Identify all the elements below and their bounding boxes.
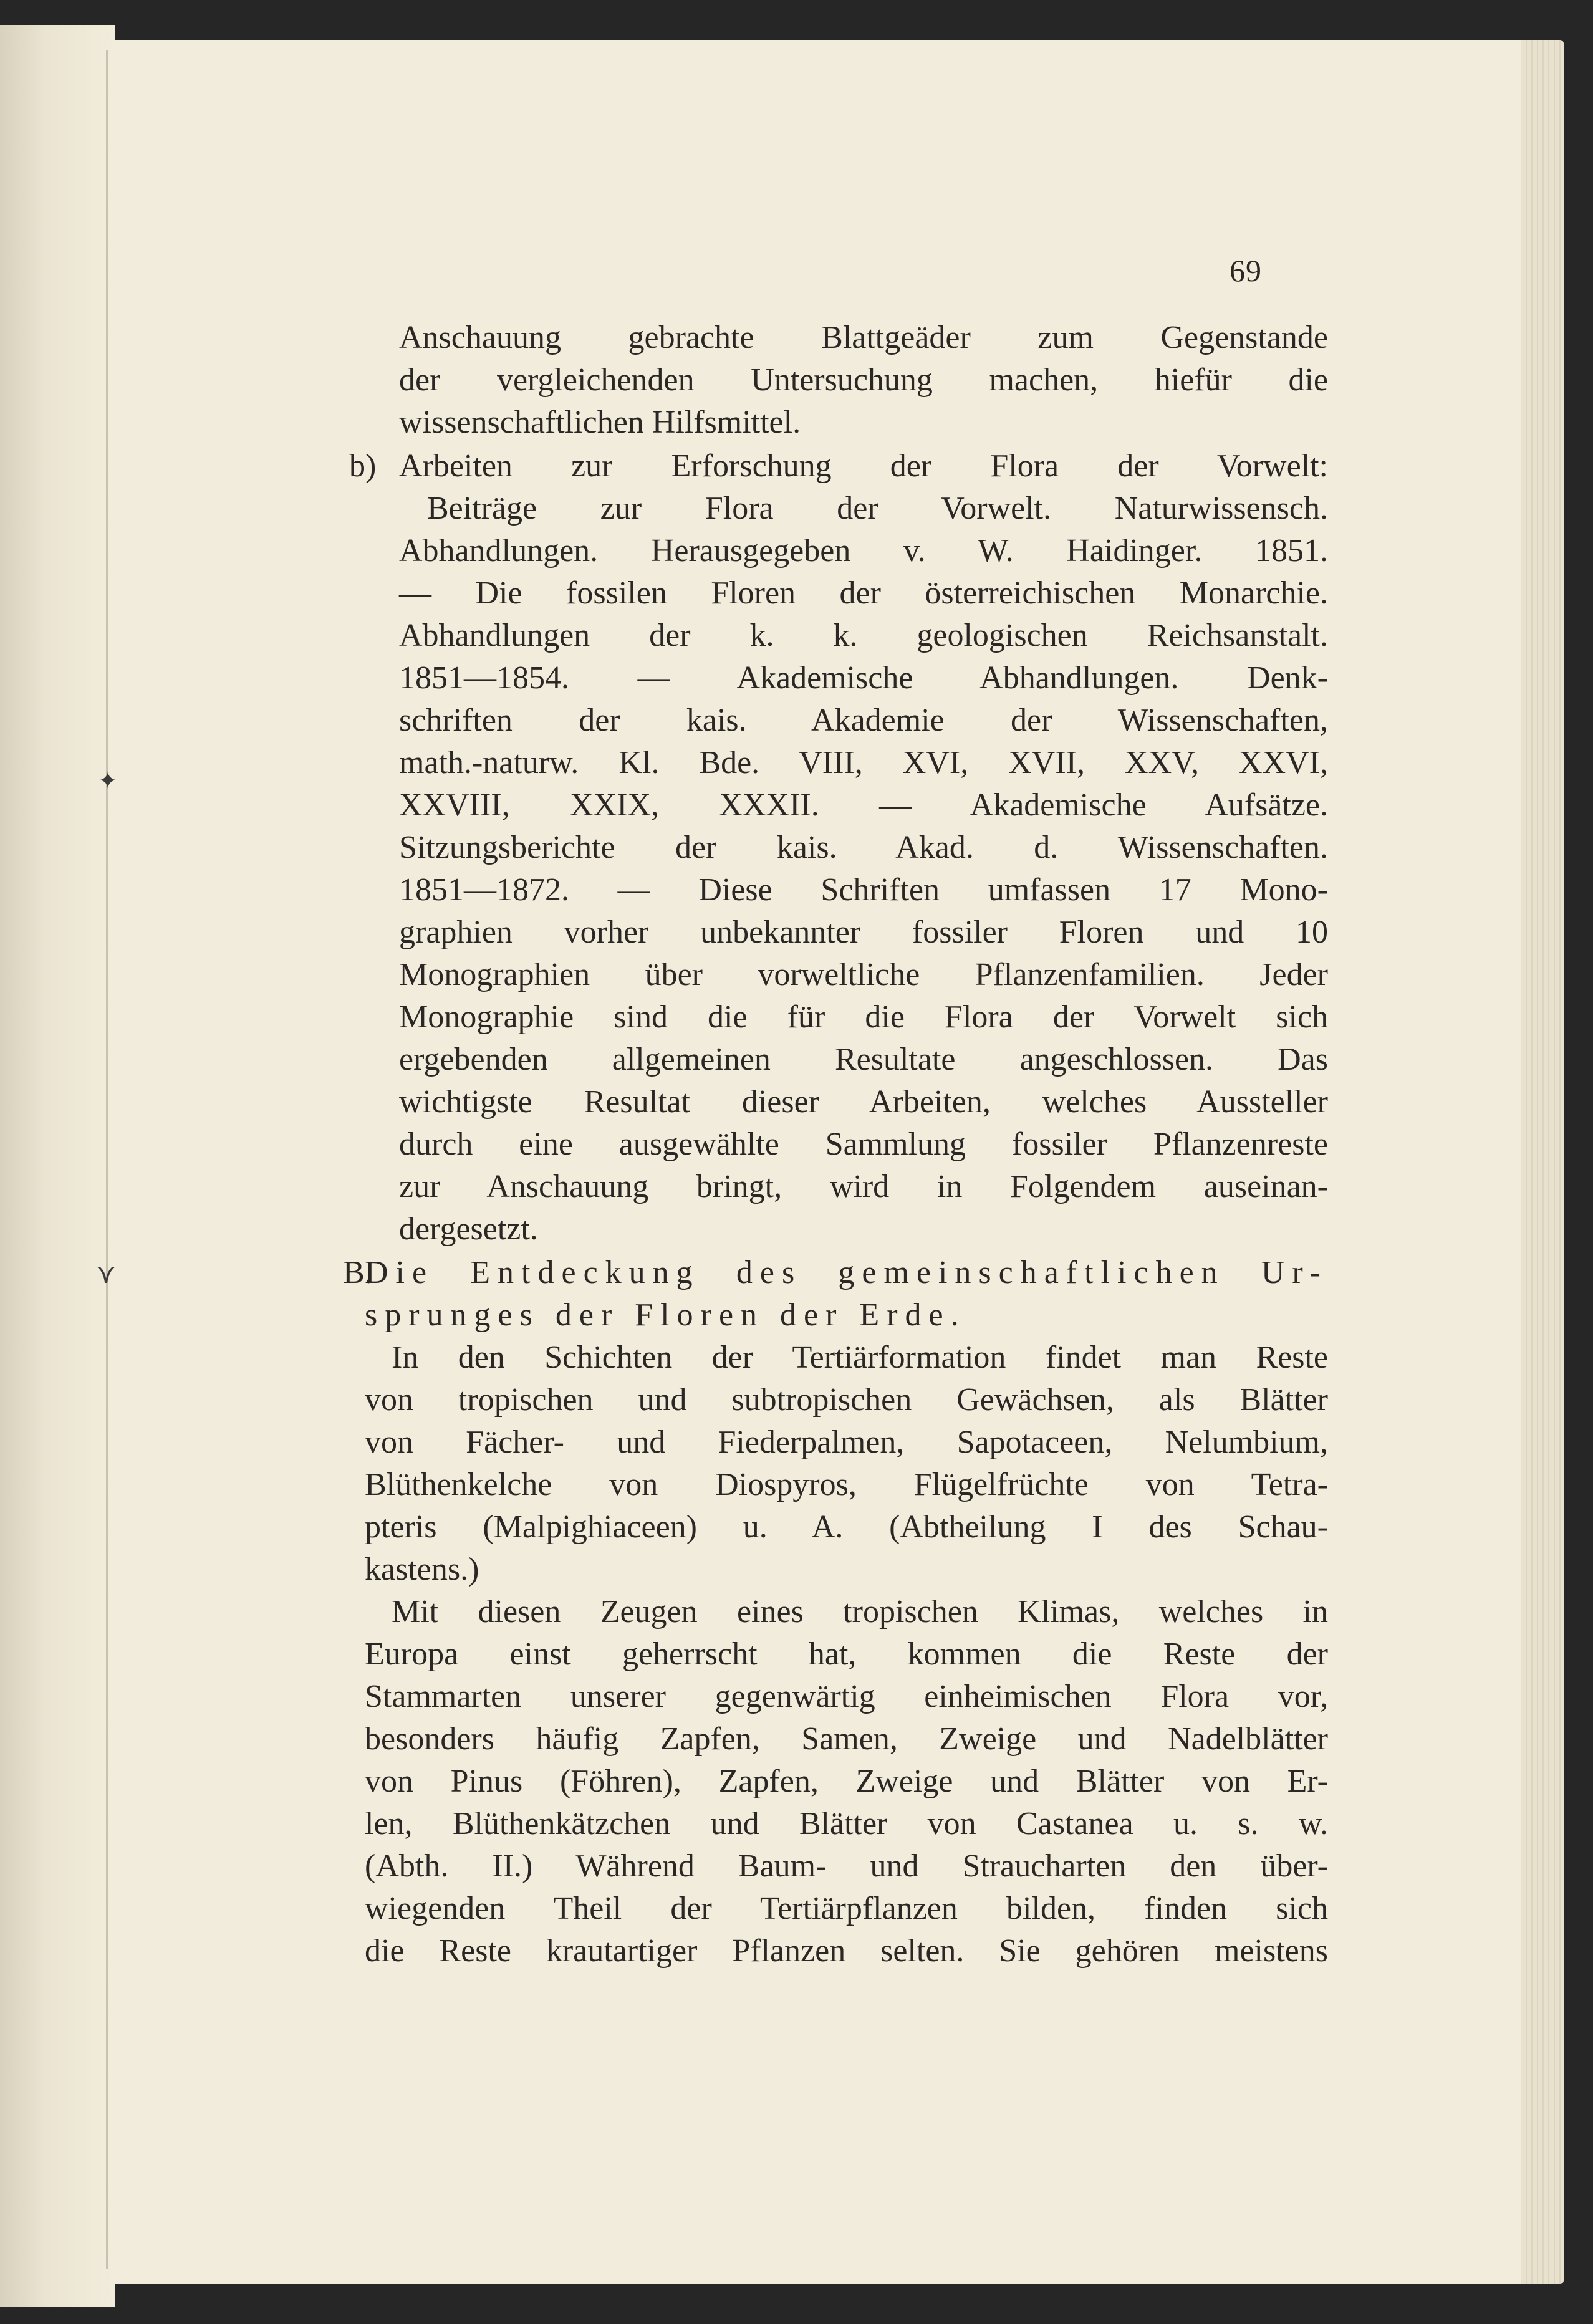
section-heading: sprunges der Floren der Erde. bbox=[365, 1297, 966, 1333]
text-line: wiegenden Theil der Tertiärpflanzen bilden, finden sich bbox=[365, 1891, 1328, 1926]
bookmark-arrow-icon: ⋎ bbox=[96, 1259, 117, 1289]
text-line: Europa einst geherrscht hat, kommen die Reste der bbox=[365, 1636, 1328, 1672]
text-line: die Reste krautartiger Pflanzen selten. Sie gehören meistens bbox=[365, 1933, 1328, 1969]
text-line: graphien vorher unbekannter fossiler Floren und 10 bbox=[399, 915, 1328, 950]
text-line: 1851—1872. — Diese Schriften umfassen 17 Mono- bbox=[399, 872, 1328, 908]
text-line: math.-naturw. Kl. Bde. VIII, XVI, XVII, XXV, XXVI, bbox=[399, 745, 1328, 780]
text-line: Arbeiten zur Erforschung der Flora der Vorwelt: bbox=[399, 448, 1328, 484]
text-line: zur Anschauung bringt, wird in Folgendem auseinan- bbox=[399, 1169, 1328, 1204]
text-line: der vergleichenden Untersuchung machen, hiefür die bbox=[399, 362, 1328, 398]
text-line: schriften der kais. Akademie der Wissenschaften, bbox=[399, 703, 1328, 738]
text-line: Monographien über vorweltliche Pflanzenfamilien. Jeder bbox=[399, 957, 1328, 992]
text-line: Beiträge zur Flora der Vorwelt. Naturwissensch. bbox=[427, 491, 1328, 526]
page-number: 69 bbox=[1230, 253, 1262, 288]
text-line: wichtigste Resultat dieser Arbeiten, welches Aussteller bbox=[399, 1084, 1328, 1120]
list-marker-b: b) bbox=[349, 448, 377, 484]
text-line: — Die fossilen Floren der österreichischen Monarchie. bbox=[399, 575, 1328, 611]
text-line: In den Schichten der Tertiärformation findet man Reste bbox=[392, 1340, 1328, 1375]
text-line: von tropischen und subtropischen Gewächsen, als Blätter bbox=[365, 1382, 1328, 1418]
text-line: von Fächer- und Fiederpalmen, Sapotaceen, Nelumbium, bbox=[365, 1424, 1328, 1460]
text-line: Abhandlungen der k. k. geologischen Reichsanstalt. bbox=[399, 618, 1328, 653]
section-heading: Die Entdeckung des gemeinschaftlichen Ur- bbox=[365, 1255, 1328, 1290]
text-line: XXVIII, XXIX, XXXII. — Akademische Aufsätze. bbox=[399, 787, 1328, 823]
text-line: dergesetzt. bbox=[399, 1211, 538, 1247]
text-line: (Abth. II.) Während Baum- und Straucharten den über- bbox=[365, 1848, 1328, 1884]
previous-page-edge bbox=[0, 25, 115, 2307]
page-edges bbox=[1521, 40, 1564, 2284]
bookmark-diamond-icon: ✦ bbox=[98, 768, 118, 794]
gutter-line bbox=[106, 50, 108, 2269]
text-line: besonders häufig Zapfen, Samen, Zweige und Nadelblätter bbox=[365, 1721, 1328, 1757]
text-line: wissenschaftlichen Hilfsmittel. bbox=[399, 405, 801, 440]
text-line: Stammarten unserer gegenwärtig einheimischen Flora vor, bbox=[365, 1679, 1328, 1714]
text-line: von Pinus (Föhren), Zapfen, Zweige und Blätter von Er- bbox=[365, 1764, 1328, 1799]
text-line: durch eine ausgewählte Sammlung fossiler Pflanzenreste bbox=[399, 1126, 1328, 1162]
text-line: 1851—1854. — Akademische Abhandlungen. Denk- bbox=[399, 660, 1328, 696]
text-line: kastens.) bbox=[365, 1552, 479, 1587]
text-line: Blüthenkelche von Diospyros, Flügelfrüchte von Tetra- bbox=[365, 1467, 1328, 1502]
text-line: pteris (Malpighiaceen) u. A. (Abtheilung I des Schau- bbox=[365, 1509, 1328, 1545]
text-line: Sitzungsberichte der kais. Akad. d. Wissenschaften. bbox=[399, 830, 1328, 865]
section-marker-b: B. bbox=[343, 1255, 373, 1290]
text-line: Abhandlungen. Herausgegeben v. W. Haidinger. 1851. bbox=[399, 533, 1328, 569]
text-line: len, Blüthenkätzchen und Blätter von Castanea u. s. w. bbox=[365, 1806, 1328, 1841]
text-line: Monographie sind die für die Flora der Vorwelt sich bbox=[399, 999, 1328, 1035]
text-line: Anschauung gebrachte Blattgeäder zum Gegenstande bbox=[399, 320, 1328, 355]
text-line: ergebenden allgemeinen Resultate angeschlossen. Das bbox=[399, 1042, 1328, 1077]
text-line: Mit diesen Zeugen eines tropischen Klimas, welches in bbox=[392, 1594, 1328, 1630]
